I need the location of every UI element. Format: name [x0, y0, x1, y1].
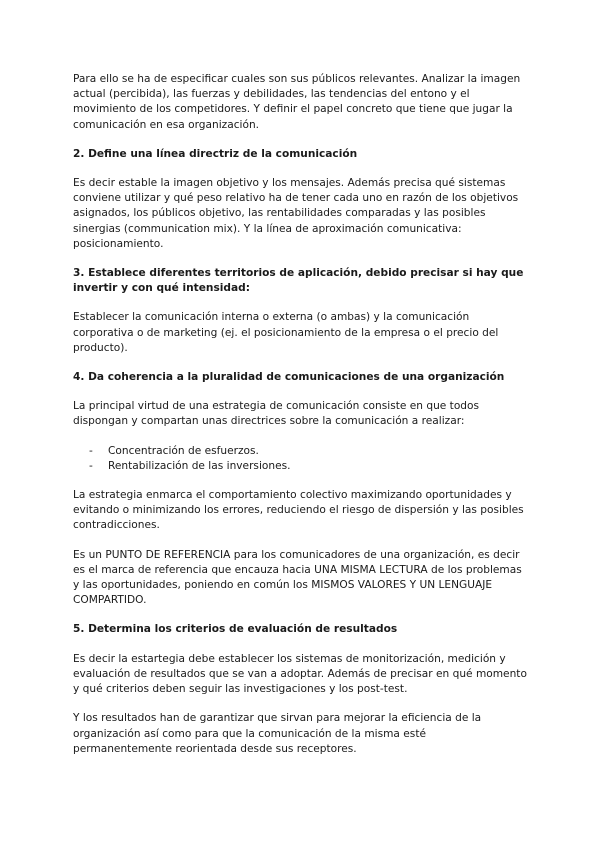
section-4-paragraph: Es un PUNTO DE REFERENCIA para los comunicadores de una organización, es decir es el marca de referencia que encauza hacia UNA MISMA LECTURA de los problemas y las oportunidades, poniendo en común los MISMOS VALORES Y UN LENGUAJE COMPARTIDO. — [73, 548, 522, 607]
list-item — [73, 444, 528, 459]
section-4-paragraph: La estrategia enmarca el comportamiento colectivo maximizando oportunidades y evitando o minimizando los errores, reduciendo el riesgo de dispersión y las posibles contradicciones. — [73, 489, 524, 532]
list-dash-marker: - — [89, 444, 93, 457]
document-page — [73, 72, 528, 771]
list-item-text: Rentabilización de las inversiones. — [108, 459, 291, 472]
intro-paragraph: Para ello se ha de especificar cuales son sus públicos relevantes. Analizar la imagen actual (percibida), las fuerzas y debilidades, las tendencias del entono y el movimiento de los competidores. Y definir el papel concreto que tiene que jugar la comunicación en esa organización. — [73, 73, 521, 131]
section-5-heading: 5. Determina los criterios de evaluación de resultados — [73, 623, 398, 636]
section-5-paragraph: Y los resultados han de garantizar que sirvan para mejorar la eficiencia de la organización así como para que la comunicación de la misma esté permanentemente reorientada desde sus receptores. — [73, 712, 482, 755]
section-3-heading: 3. Establece diferentes territorios de aplicación, debido precisar si hay que invertir y con qué intensidad: — [73, 267, 524, 295]
section-2-heading: 2. Define una línea directriz de la comunicación — [73, 147, 358, 160]
section-4-list — [73, 444, 528, 474]
list-item-text: Concentración de esfuerzos. — [108, 444, 259, 457]
section-5-paragraph: Es decir la estartegia debe establecer los sistemas de monitorización, medición y evaluación de resultados que se van a adoptar. Además de precisar en qué momento y qué criterios deben seguir las investigaciones y los post-test. — [73, 652, 527, 696]
list-dash-marker: - — [89, 459, 93, 472]
list-item — [73, 459, 528, 474]
section-4-heading: 4. Da coherencia a la pluralidad de comunicaciones de una organización — [73, 371, 505, 384]
section-2-paragraph: Es decir estable la imagen objetivo y los mensajes. Además precisa qué sistemas conviene utilizar y qué peso relativo ha de tener cada uno en razón de los objetivos asignados, los públicos objetivo, las rentabilidades comparadas y las posibles sinergias (communication mix). Y la línea de aproximación comunicativa: posicionamiento. — [73, 177, 519, 250]
section-4-intro-paragraph: La principal virtud de una estrategia de comunicación consiste en que todos dispongan y compartan unas directrices sobre la comunicación a realizar: — [73, 400, 480, 428]
section-3-paragraph: Establecer la comunicación interna o externa (o ambas) y la comunicación corporativa o de marketing (ej. el posicionamiento de la empresa o el precio del producto). — [73, 311, 499, 354]
